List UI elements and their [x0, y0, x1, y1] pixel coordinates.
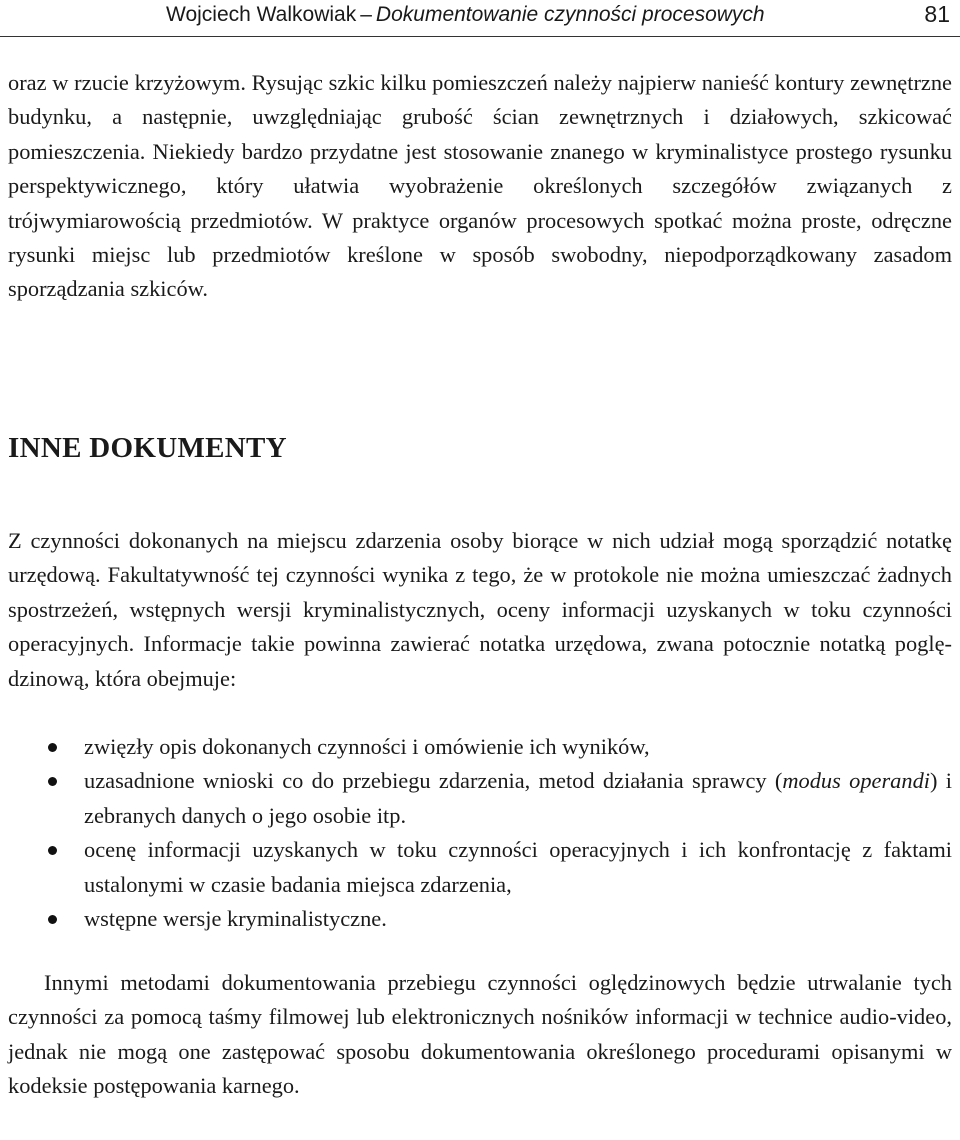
- list-item: [8, 833, 952, 902]
- list-item-text: ocenę informacji uzyskanych w toku czynności operacyjnych i ich konfrontację z faktami ustalonymi w czasie badania miejsca zdarzenia,: [84, 837, 952, 897]
- paragraph-other-methods: Innymi metodami dokumentowania przebiegu czynności oględzinowych będzie utrwalanie tych czynności za pomocą taśmy filmowej lub elektronicznych nośników informacji w technice audio-video, jednak nie mogą one zastępować sposobu dokumentowania określonego procedurami opisanymi w kodeksie postępowania karnego.: [8, 970, 952, 1099]
- list-item-text: wstępne wersje kryminalistyczne.: [84, 906, 387, 932]
- list-item: [8, 902, 952, 936]
- paragraph-official-note: Z czynności dokonanych na miejscu zdarzenia osoby biorące w nich udział mogą sporządzić notatkę urzędową. Fakultatywność tej czynności wynika z tego, że w protokole nie można umieszczać żadnych spostrzeżeń, wstępnych wersji kryminalistycznych, oceny informacji uzyskanych w toku czynności operacyjnych. Informacje takie powinna zawierać notatka urzędowa, zwana potocznie notatką poględzinową, która obejmuje:: [8, 528, 952, 691]
- bullet-dot-icon: [48, 915, 57, 924]
- header-text: [166, 3, 765, 27]
- list-item: [8, 730, 952, 764]
- header-title: Dokumentowanie czynności procesowych: [375, 3, 765, 26]
- header-separator: –: [360, 3, 372, 26]
- list-item-text-part: uzasadnione wnioski co do przebiegu zdarzenia, metod działania sprawcy (: [84, 768, 783, 794]
- paragraph-sketches: oraz w rzucie krzyżowym. Rysując szkic kilku pomieszczeń należy najpierw nanieść kontury zewnętrzne budynku, a następnie, uwzględniając grubość ścian zewnętrznych i działowych, szkicować pomieszczenia. Niekiedy bardzo przydatne jest stosowanie znanego w kryminalistyce prostego rysunku perspektywicznego, który ułatwia wyobrażenie określonych szczegółów związanych z trójwymiarowością przedmiotów. W praktyce organów procesowych spotkać można proste, odręczne rysunki miejsc lub przedmiotów kreślone w sposób swobodny, niepodporządkowany zasadom sporządzania szkiców.: [8, 70, 952, 302]
- running-header: [0, 0, 960, 37]
- list-item-text: zwięzły opis dokonanych czynności i omówienie ich wyników,: [84, 734, 650, 759]
- bullet-list: [8, 730, 952, 936]
- bullet-dot-icon: [48, 777, 57, 786]
- list-item-text: [84, 768, 952, 827]
- list-item: [8, 764, 952, 833]
- bullet-dot-icon: [48, 846, 57, 855]
- header-author: Wojciech Walkowiak: [166, 3, 357, 26]
- page-number: 81: [924, 1, 950, 27]
- bullet-dot-icon: [48, 743, 57, 752]
- section-heading: INNE DOKUMENTY: [8, 432, 287, 464]
- latin-term: modus operandi: [782, 768, 930, 794]
- list-item-text-part: ) i zebranych danych o jego osobie itp.: [84, 768, 952, 828]
